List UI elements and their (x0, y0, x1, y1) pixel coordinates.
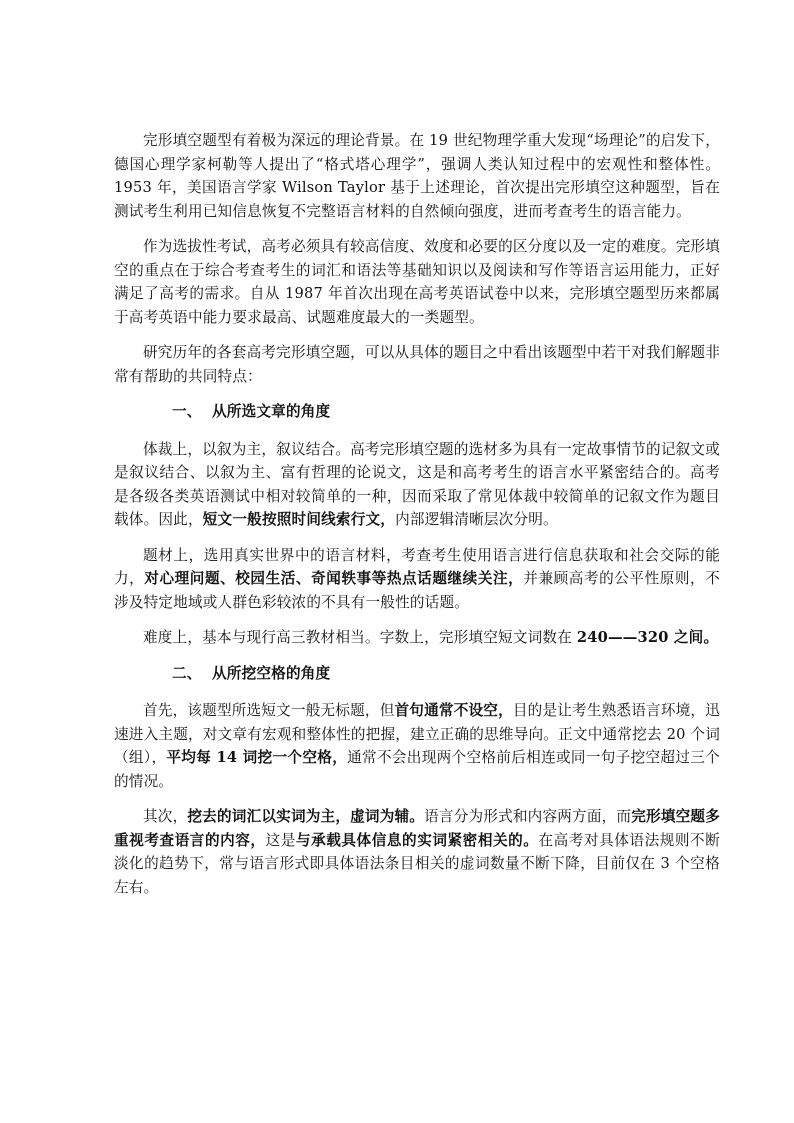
emphasis-text: 对心理问题、校园生活、奇闻轶事等热点话题继续关注， (144, 570, 524, 587)
emphasis-text: 与承载具体信息的实词紧密相关的。 (295, 831, 539, 849)
emphasis-text: 首句通常不设空， (394, 702, 513, 719)
paragraph-genre: 体裁上，以叙为主，叙议结合。高考完形填空题的选材多为具有一定故事情节的记叙文或是叙议结合、以叙为主、富有哲理的论说文，这是和高考考生的语言水平紧密结合的。高考是各级各类英语测试中相对较简单的一种，因而采取了常见体裁中较简单的记叙文作为题目载体。因此，短文一般按照时间线索行文，内部逻辑清晰层次分明。 (114, 440, 720, 528)
paragraph-theory-background: 完形填空题型有着极为深远的理论背景。在 19 世纪物理学重大发现“场理论”的启发下，德国心理学家柯勒等人提出了“格式塔心理学”，强调人类认知过程中的宏观性和整体性。1953 年，美国语言学家 Wilson Taylor 基于上述理论，首次提出完形填空这种题型，旨在测试考生利用已知信息恢复不完整语言材料的自然倾向强度，进而考查考生的语言能力。 (114, 132, 720, 220)
paragraph-blanks-first: 首先，该题型所选短文一般无标题，但首句通常不设空，目的是让考生熟悉语言环境，迅速进入主题，对文章有宏观和整体性的把握，建立正确的思维导向。正文中通常挖去 20 个词（组），平均每 14 词挖一个空格，通常不会出现两个空格前后相连或同一句子挖空超过三个的情况。 (114, 702, 720, 790)
section-heading-1 (114, 400, 720, 424)
paragraph-research-intro: 研究历年的各套高考完形填空题，可以从具体的题目之中看出该题型中若干对我们解题非常有帮助的共同特点： (114, 344, 720, 385)
emphasis-text: 完形填空题多重视考查语言的内容， (114, 808, 720, 849)
paragraph-difficulty: 难度上，基本与现行高三教材相当。字数上，完形填空短文词数在 240——320 之间。 (143, 629, 719, 646)
paragraph-gaokao-selection: 作为选拔性考试，高考必须具有较高信度、效度和必要的区分度以及一定的难度。完形填空的重点在于综合考查考生的词汇和语法等基础知识以及阅读和写作等语言运用能力，正好满足了高考的需求。自从 1987 年首次出现在高考英语试卷中以来，完形填空题型历来都属于高考英语中能力要求最高、试题难度最大的一类题型。 (114, 238, 720, 326)
emphasis-text: 挖去的词汇以实词为主，虚词为辅。 (187, 808, 425, 825)
paragraph-blanks-second: 其次，挖去的词汇以实词为主，虚词为辅。语言分为形式和内容两方面，而完形填空题多重视考查语言的内容，这是与承载具体信息的实词紧密相关的。在高考对具体语法规则不断淡化的趋势下，常与语言形式即具体语法条目相关的虚词数量不断下降，目前仅在 3 个空格左右。 (114, 808, 721, 896)
section-title: 从所挖空格的角度 (212, 664, 331, 682)
document-body (114, 129, 720, 911)
emphasis-text: 短文一般按照时间线索行文， (202, 511, 396, 528)
emphasis-text: 240——320 之间。 (576, 629, 719, 646)
section-number: 一、 (172, 403, 202, 420)
section-title: 从所选文章的角度 (212, 403, 331, 420)
section-number: 二、 (172, 664, 202, 682)
section-heading-2 (114, 662, 720, 686)
emphasis-text: 平均每 14 词挖一个空格， (166, 749, 348, 766)
paragraph-topic: 题材上，选用真实世界中的语言材料，考查考生使用语言进行信息获取和社会交际的能力，对心理问题、校园生活、奇闻轶事等热点话题继续关注，并兼顾高考的公平性原则，不涉及特定地域或人群色彩较浓的不具有一般性的话题。 (114, 546, 720, 611)
